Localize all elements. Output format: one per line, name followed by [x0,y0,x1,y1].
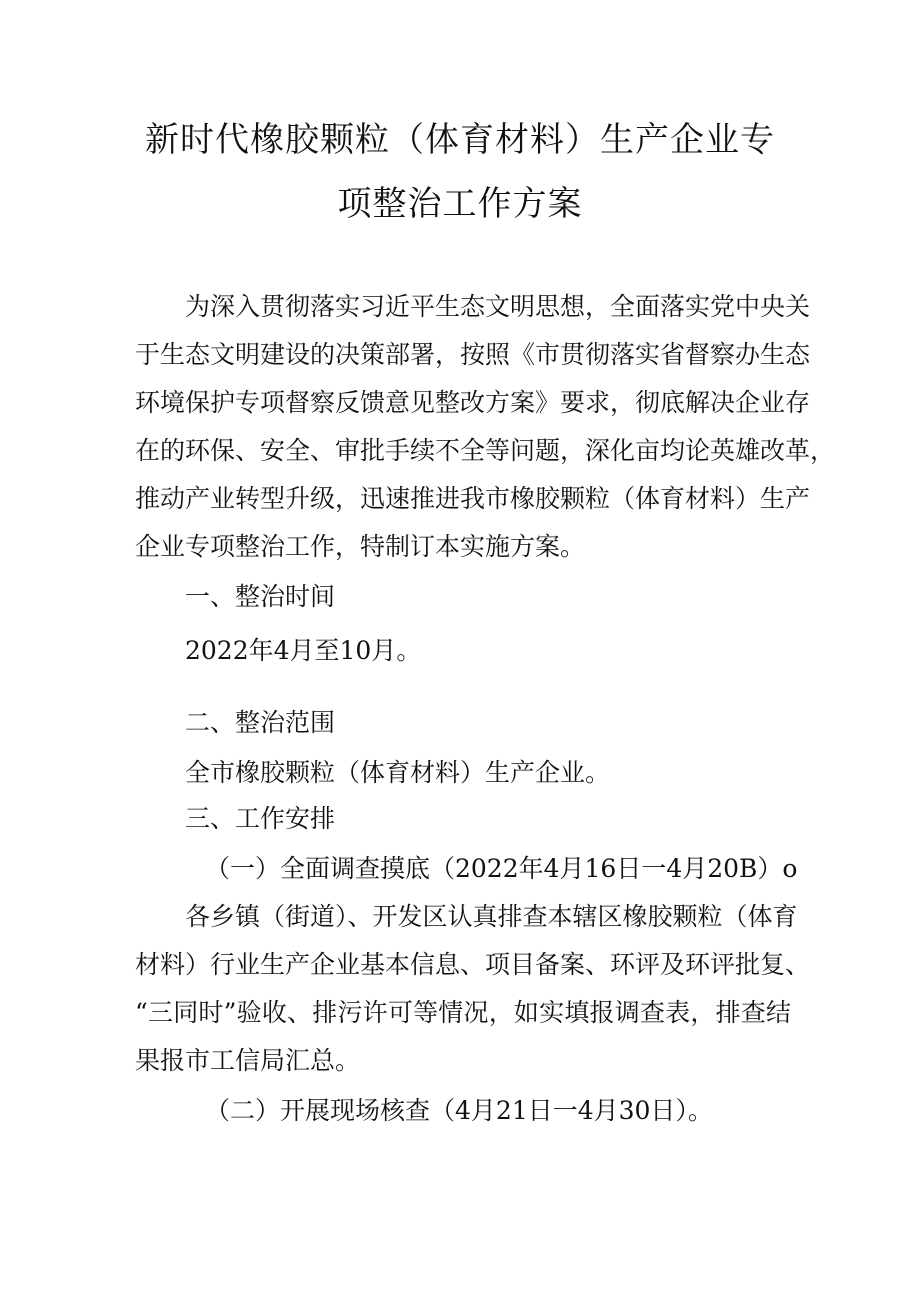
subsection-paragraph-line: “三同时”验收、排污许可等情况，如实填报调查表，排查结 [135,998,791,1027]
subsection-heading-inspection: （二）开展现场核查（4月21日一4月30日）。 [205,1096,713,1125]
intro-paragraph-line: 推动产业转型升级，迅速推进我市橡胶颗粒（体育材料）生产 [135,484,811,513]
subsection-paragraph-line: 果报市工信局汇总。 [135,1046,361,1075]
intro-paragraph-line: 于生态文明建设的决策部署，按照《市贯彻落实省督察办生态 [135,340,811,369]
intro-paragraph-line: 为深入贯彻落实习近平生态文明思想，全面落实党中央关 [185,292,811,321]
document-title-line-1: 新时代橡胶颗粒（体育材料）生产企业专 [145,120,775,160]
intro-paragraph-line: 环境保护专项督察反馈意见整改方案》要求，彻底解决企业存 [135,388,811,417]
document-title-line-2: 项整治工作方案 [337,184,583,224]
intro-paragraph-line: 企业专项整治工作，特制订本实施方案。 [135,532,586,561]
section-heading-arrangement: 三、工作安排 [185,804,336,833]
section-text-time: 2022年4月至10月。 [185,636,422,665]
section-heading-scope: 二、整治范围 [185,708,336,737]
subsection-paragraph-line: 各乡镇（街道）、开发区认真排查本辖区橡胶颗粒（体育 [185,902,798,931]
subsection-heading-survey: （一）全面调查摸底（2022年4月16日一4月20B）o [205,854,798,883]
intro-paragraph-line: 在的环保、安全、审批手续不全等问题，深化亩均论英雄改革， [135,436,836,465]
subsection-paragraph-line: 材料）行业生产企业基本信息、项目备案、环评及环评批复、 [135,950,811,979]
section-heading-time: 一、整治时间 [185,582,336,611]
section-text-scope: 全市橡胶颗粒（体育材料）生产企业。 [185,758,611,787]
